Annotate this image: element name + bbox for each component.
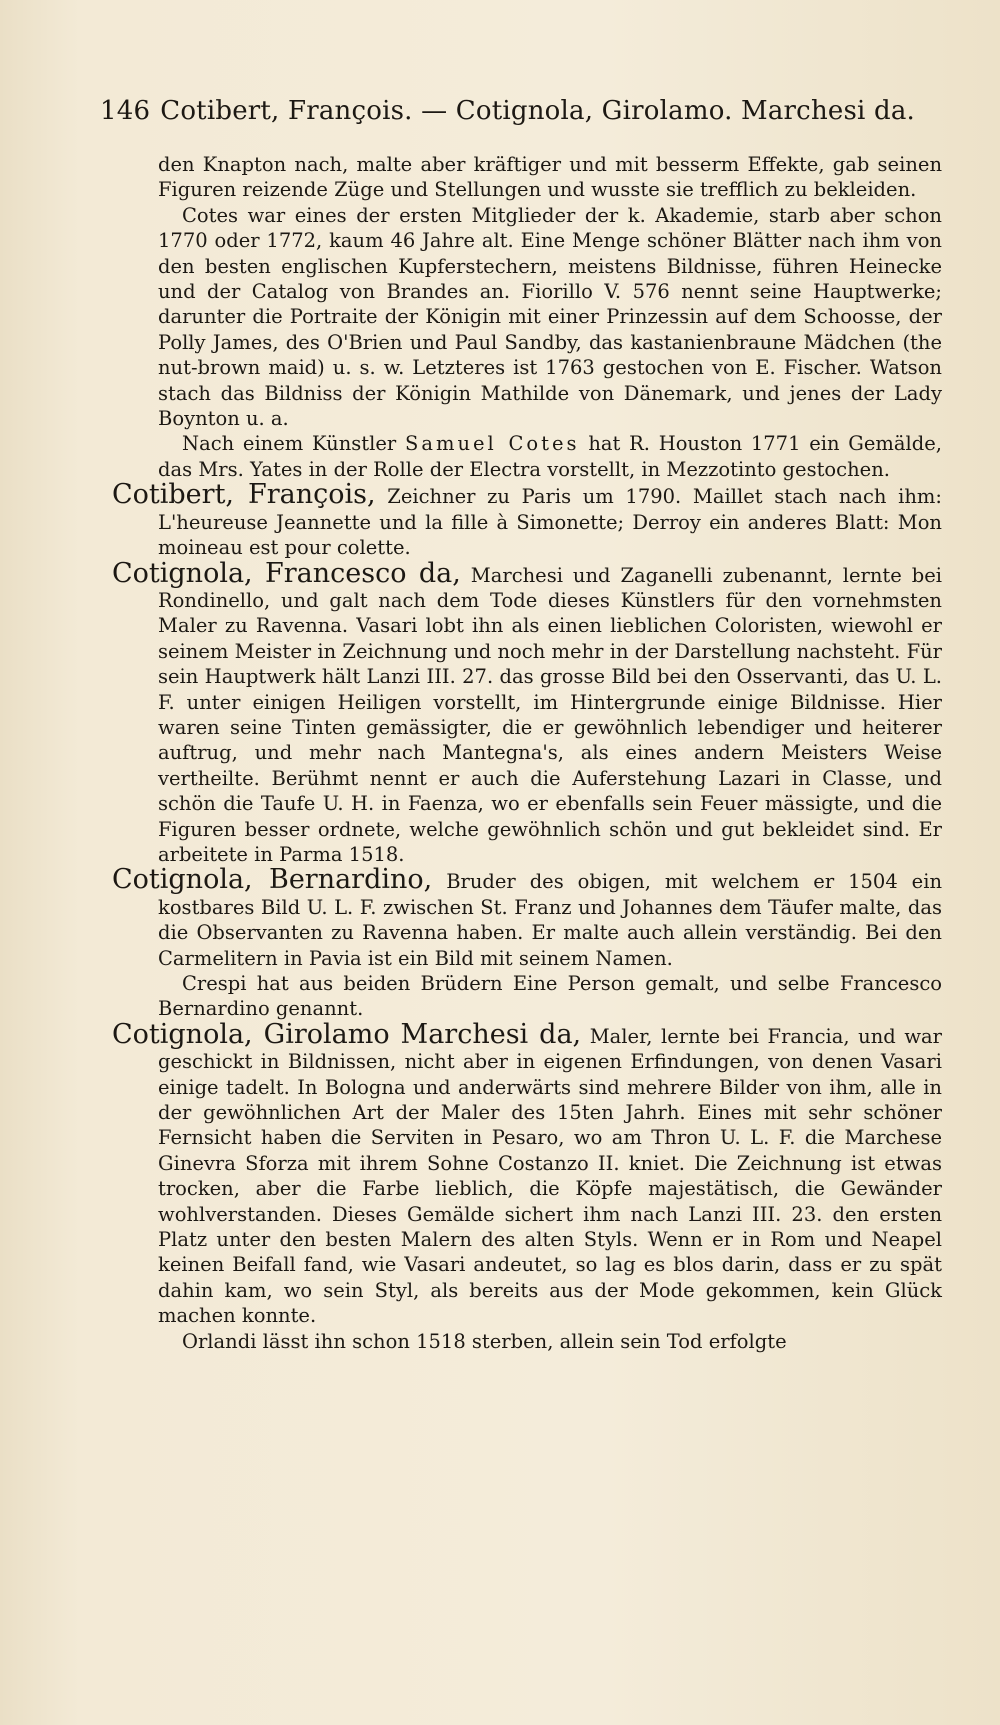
entry-text: Zeichner zu Paris um 1790. Maillet stach nach ihm: L'heureuse Jeannette und la fille à Simonette; Derroy ein anderes Blatt: Mon moineau est pour colette. [158,485,942,560]
page-number: 146 [100,96,151,126]
spaced-name: Samuel Cotes [404,432,580,456]
entry-cotignola-girolamo [112,1018,942,1329]
running-title: Cotibert, François. — Cotignola, Girolamo. Marchesi da. [160,96,916,126]
continued-paragraph: den Knapton nach, malte aber kräftiger und mit besserm Effekte, gab seinen Figuren reizende Züge und Stellungen und wusste sie trefflich zu bekleiden. [158,153,942,202]
paragraph-cotes-academy: Cotes war eines der ersten Mitglieder der k. Akademie, starb aber schon 1770 oder 1772, kaum 46 Jahre alt. Eine Menge schöner Blätter nach ihm von den besten englischen Kupferstechern, meistens Bildnisse, führen Heinecke und der Catalog von Brandes an. Fiorillo V. 576 nennt seine Hauptwerke; darunter die Portraite der Königin mit einer Prinzessin auf dem Schoosse, der Polly James, des O'Brien und Paul Sandby, das kastanienbraune Mädchen (the nut-brown maid) u. s. w. Letzteres ist 1763 gestochen von E. Fischer. Watson stach das Bildniss der Königin Mathilde von Dänemark, und jenes der Lady Boynton u. a. [158,203,942,431]
headword: Cotignola, Francesco da, [112,557,461,589]
headword: Cotignola, Bernardino, [112,864,433,896]
text-column [112,152,942,1354]
entry-note: Orlandi lässt ihn schon 1518 sterben, allein sein Tod erfolgte [182,1329,787,1353]
entry-cotignola-francesco [112,557,943,868]
paragraph-samuel-cotes [112,431,942,482]
paragraph-lead-text: Nach einem Künstler [182,432,397,456]
entry-text: Bruder des obigen, mit welchem er 1504 ein kostbares Bild U. L. F. zwischen St. Franz und Johannes dem Täufer malte, das die Observanten zu Ravenna haben. Er malte auch allein verständig. Bei den Carmelitern in Pavia ist ein Bild mit seinem Namen. [158,870,943,970]
running-header [100,96,930,126]
paragraph-tail-text: hat R. Houston 1771 ein Gemälde, das Mrs. Yates in der Rolle der Electra vorstellt, in Mezzotinto gestochen. [158,432,943,481]
entry-text: Marchesi und Zaganelli zubenannt, lernte bei Rondinello, und galt nach dem Tode dieses Künstlers für den vornehmsten Maler zu Ravenna. Vasari lobt ihn als einen lieblichen Coloristen, wiewohl er seinem Meister in Zeichnung und noch mehr in der Darstellung nachsteht. Für sein Hauptwerk hält Lanzi III. 27. das grosse Bild bei den Osservanti, das U. L. F. unter einigen Heiligen vorstellt, im Hintergrunde einige Bildnisse. Hier waren seine Tinten gemässigter, die er gewöhnlich lebendiger und heiterer auftrug, und mehr nach Mantegna's, als eines andern Meisters Weise vertheilte. Berühmt nennt er auch die Auferstehung Lazari in Classe, und schön die Taufe U. H. in Faenza, wo er ebenfalls sein Feuer mässigte, und die Figuren besser ordnete, welche gewöhnlich schön und gut bekleidet sind. Er arbeitete in Parma 1518. [158,563,943,866]
headword: Cotignola, Girolamo Marchesi da, [112,1018,582,1050]
headword: Cotibert, François, [112,479,376,511]
entry-note: Crespi hat aus beiden Brüdern Eine Person gemalt, und selbe Francesco Bernardino genannt. [158,972,942,1021]
entry-text: Maler, lernte bei Francia, und war geschickt in Bildnissen, nicht aber in eigenen Erfindungen, von denen Vasari einige tadelt. In Bologna und anderwärts sind mehrere Bilder von ihm, alle in der gewöhnlichen Art der Maler des 15ten Jahrh. Eines mit sehr schöner Fernsicht haben die Serviten in Pesaro, wo am Thron U. L. F. die Marchese Ginevra Sforza mit ihrem Sohne Costanzo II. kniet. Die Zeichnung ist etwas trocken, aber die Farbe lieblich, die Köpfe majestätisch, die Gewänder wohlverstanden. Dieses Gemälde sichert ihm nach Lanzi III. 23. den ersten Platz unter den besten Malern des alten Styls. Wenn er in Rom und Neapel keinen Beifall fand, wie Vasari andeutet, so lag es blos darin, dass er zu spät dahin kam, wo sein Styl, als bereits aus der Mode gekommen, kein Glück machen konnte. [158,1024,942,1328]
entry-cotibert [112,479,942,560]
entry-cotignola-bernardino [112,864,943,971]
